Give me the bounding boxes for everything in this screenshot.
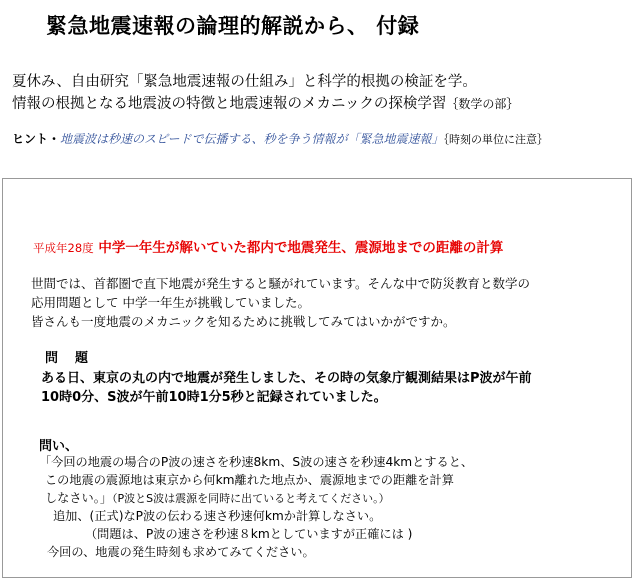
intro-line-2-main: 情報の根拠となる地震波の特徴と地震速報のメカニックの探検学習	[12, 96, 447, 112]
question-line-2: この地震の震源地は東京から何km離れた地点か、震源地までの距離を計算	[45, 473, 454, 487]
panel-heading-era: 平成年28度	[33, 241, 94, 255]
hint-line	[12, 130, 548, 147]
question-line-3	[45, 489, 390, 506]
page-title: 緊急地震速報の論理的解説から、 付録	[46, 14, 420, 38]
question-line-4: 追加、(正式)なP波の伝わる速さ秒速何kmか計算しなさい。	[53, 509, 382, 523]
intro-line-2-subject: ｛数学の部｝	[446, 97, 519, 111]
intro-line-2	[12, 92, 518, 113]
problem-line-1: ある日、東京の丸の内で地震が発生しました、その時の気象庁観測結果はP波が午前	[41, 371, 532, 386]
intro-paragraph-line-2: 応用問題として 中学一年生が挑戦していました。	[31, 295, 310, 310]
question-line-5: （問題は、P波の速さを秒速８kmとしていますが正確には )	[85, 527, 413, 541]
problem-panel	[2, 178, 632, 578]
hint-text: 地震波は秒速のスピードで伝播する、秒を争う情報が「緊急地震速報」	[60, 132, 444, 146]
question-line-1: 「今回の地震の場合のP波の速さを秒速8km、S波の速さを秒速4kmとすると、	[39, 455, 474, 469]
problem-line-2: 10時0分、S波が午前10時1分5秒と記録されていました。	[41, 390, 387, 405]
intro-paragraph-line-1: 世間では、首都圏で直下地震が発生すると騒がれています。そんな中で防災教育と数学の	[31, 276, 531, 291]
problem-label: 問 題	[45, 351, 91, 366]
panel-heading-main: 中学一年生が解いていた都内で地震発生、震源地までの距離の計算	[98, 240, 504, 256]
question-line-3-main: しなさい。」	[45, 491, 113, 505]
question-label: 問い、	[39, 439, 79, 454]
intro-paragraph-line-3: 皆さんも一度地震のメカニックを知るために挑戦してみてはいかがですか。	[31, 314, 456, 329]
hint-note: ｛時刻の単位に注意｝	[443, 133, 549, 146]
hint-label: ヒント・	[12, 132, 61, 146]
panel-heading	[33, 236, 503, 256]
question-line-3-note: （P波とS波は震源を同時に出ていると考えてください。）	[112, 492, 390, 505]
intro-line-1: 夏休み、自由研究「緊急地震速報の仕組み」と科学的根拠の検証を学。	[12, 74, 477, 90]
question-line-6: 今回の、地震の発生時刻も求めてみてください。	[47, 545, 315, 559]
